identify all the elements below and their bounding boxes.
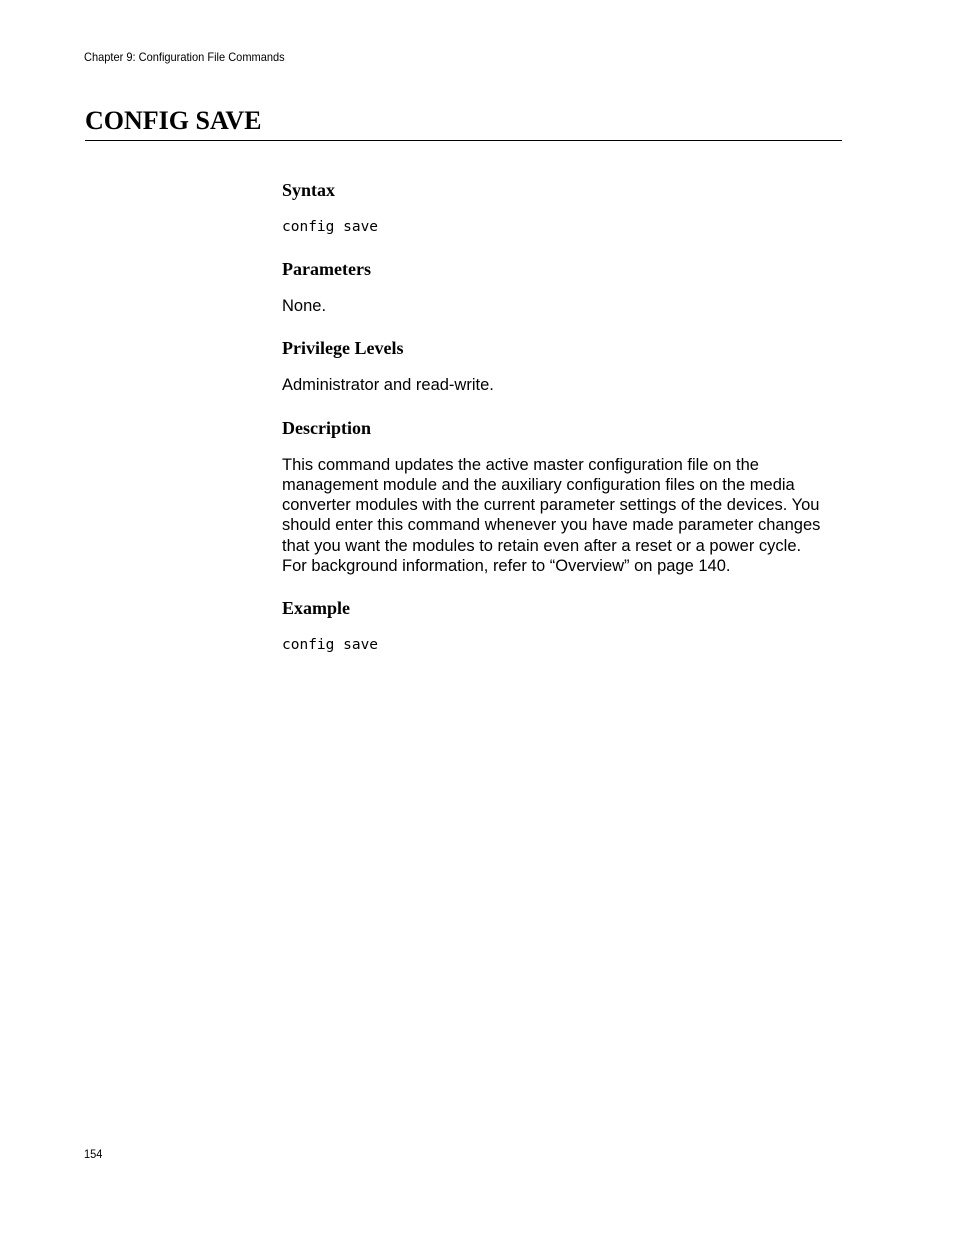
syntax-heading: Syntax — [282, 180, 336, 200]
description-line: that you want the modules to retain even after a reset or a power cycle. — [282, 536, 802, 555]
page-title: CONFIG SAVE — [85, 106, 262, 135]
privilege-levels-text: Administrator and read-write. — [282, 376, 494, 395]
parameters-text: None. — [282, 297, 327, 315]
example-heading: Example — [282, 598, 351, 619]
description-line: For background information, refer to “Overview” on page 140. — [282, 557, 731, 576]
syntax-code: config save — [282, 219, 379, 235]
description-line: management module and the auxiliary configuration files on the media — [282, 475, 795, 494]
description-line: converter modules with the current parameter settings of the devices. You — [282, 496, 820, 515]
privilege-levels-heading: Privilege Levels — [282, 338, 404, 359]
command-reference-body — [282, 179, 844, 655]
title-divider — [85, 140, 842, 141]
description-line: This command updates the active master configuration file on the — [282, 455, 759, 474]
page-number: 154 — [84, 1147, 103, 1161]
running-header: Chapter 9: Configuration File Commands — [84, 50, 285, 64]
parameters-heading: Parameters — [282, 259, 371, 279]
description-text — [282, 455, 844, 577]
description-line: should enter this command whenever you have made parameter changes — [282, 516, 821, 535]
description-heading: Description — [282, 417, 371, 438]
example-code: config save — [282, 637, 379, 654]
